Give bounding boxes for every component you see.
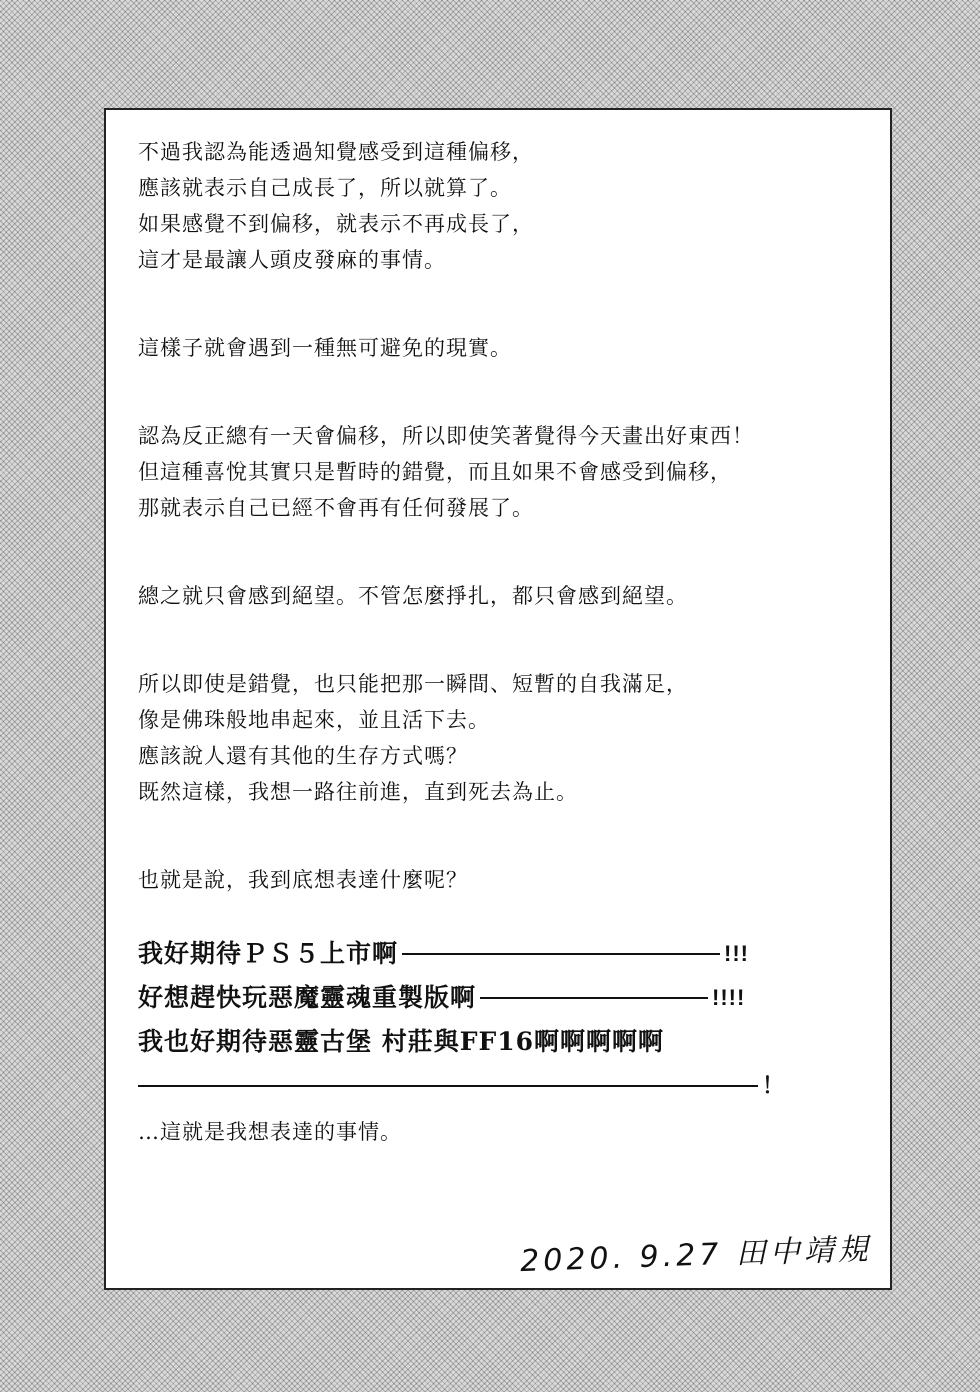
shout-text: 好想趕快玩惡魔靈魂重製版啊: [138, 983, 477, 1012]
text-line: 不過我認為能透過知覺感受到這種偏移，: [138, 140, 534, 164]
shout-line-ps5: [138, 932, 868, 976]
text-line: 但這種喜悅其實只是暫時的錯覺，而且如果不會感受到偏移，: [138, 460, 732, 484]
paragraph-gap: [138, 614, 868, 666]
shout-text: 我也好期待惡靈古堡 村莊與FF16啊啊啊啊啊: [138, 1027, 664, 1056]
text-line: 那就表示自己已經不會再有任何發展了。: [138, 496, 534, 520]
paragraph-gap: [138, 526, 868, 578]
paragraph-gap: [138, 278, 868, 330]
paragraph-gap: [138, 898, 868, 932]
letter-body: [138, 134, 868, 1150]
long-dash: [480, 997, 708, 999]
paragraph-gap: [138, 366, 868, 418]
closing-line: …這就是我想表達的事情。: [138, 1120, 402, 1144]
shout-line-dash: [138, 1064, 868, 1108]
text-line: 像是佛珠般地串起來，並且活下去。: [138, 708, 490, 732]
text-line: 也就是說，我到底想表達什麼呢？: [138, 868, 468, 892]
exclamation-marks: !!!!: [712, 985, 746, 1010]
exclamation-marks: ！: [762, 1073, 786, 1098]
text-line: 所以即使是錯覺，也只能把那一瞬間、短暫的自我滿足，: [138, 672, 688, 696]
letter-page: [104, 108, 892, 1290]
text-line: 應該說人還有其他的生存方式嗎？: [138, 744, 468, 768]
shout-line-demons-souls: [138, 976, 868, 1020]
exclamation-marks: !!!: [724, 941, 749, 966]
shout-text: 我好期待ＰＳ５上市啊: [138, 939, 399, 968]
handwritten-signature: 2020. 9.27 田中靖規: [519, 1231, 873, 1280]
long-dash: [138, 1085, 758, 1087]
text-line: 這才是最讓人頭皮發麻的事情。: [138, 248, 446, 272]
shout-line-village-ff16: [138, 1020, 868, 1064]
paragraph-gap: [138, 810, 868, 862]
text-line: 這樣子就會遇到一種無可避免的現實。: [138, 336, 512, 360]
text-line: 總之就只會感到絕望。不管怎麼掙扎，都只會感到絕望。: [138, 584, 688, 608]
text-line: 認為反正總有一天會偏移，所以即使笑著覺得今天畫出好東西！: [138, 424, 754, 448]
long-dash: [402, 953, 720, 955]
text-line: 如果感覺不到偏移，就表示不再成長了，: [138, 212, 534, 236]
text-line: 既然這樣，我想一路往前進，直到死去為止。: [138, 780, 578, 804]
text-line: 應該就表示自己成長了，所以就算了。: [138, 176, 512, 200]
